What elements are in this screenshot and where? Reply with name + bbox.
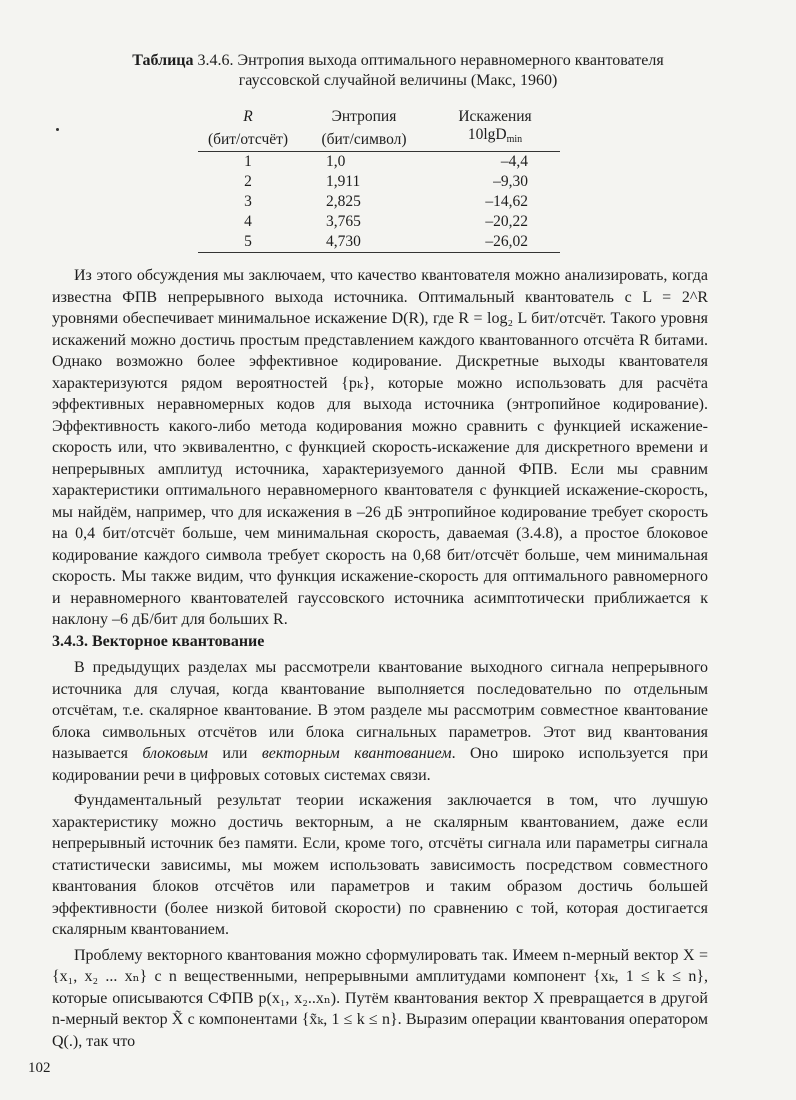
table-row xyxy=(198,172,560,192)
table-row xyxy=(198,212,560,232)
entropy-table xyxy=(198,106,560,253)
cell-r: 3 xyxy=(244,193,252,210)
cell-distortion: –26,02 xyxy=(430,232,560,253)
caption-title-line2: гауссовской случайной величины (Макс, 1960) xyxy=(238,72,558,89)
table-row xyxy=(198,192,560,212)
table-row xyxy=(198,232,560,253)
table-caption xyxy=(50,51,746,91)
cell-entropy: 2,825 xyxy=(326,193,361,210)
cell-entropy: 1,0 xyxy=(326,153,346,170)
text-block-upper xyxy=(52,265,708,631)
paragraph-vector-intro: В предыдущих разделах мы рассмотрели квантование выходного сигнала непрерывного источника для случая, когда квантование выполняется последовательно по отдельным отсчётам, т.е. скалярное квантование. В этом разделе мы рассмотрим совместное квантование блока символьных отсчётов или блока сигнальных параметров. Этот вид квантования называется блоковым или векторным квантованием. Оно широко используется при кодировании речи в цифровых сотовых системах связи. xyxy=(52,659,708,784)
cell-r: 4 xyxy=(244,213,252,230)
scan-speck xyxy=(56,128,59,131)
header-distortion: Искажения xyxy=(458,108,532,125)
cell-distortion: –20,22 xyxy=(485,213,528,230)
caption-label: Таблица xyxy=(132,52,194,69)
header-r-unit: (бит/отсчёт) xyxy=(198,126,298,152)
cell-r: 1 xyxy=(244,153,252,170)
section-heading: 3.4.3. Векторное квантование xyxy=(52,633,265,650)
header-entropy: Энтропия xyxy=(331,108,397,125)
cell-entropy: 4,730 xyxy=(298,232,430,253)
paragraph-fundamental: Фундаментальный результат теории искажения заключается в том, что лучшую характеристику можно достичь векторным, а не скалярным квантованием, даже если непрерывный источник без памяти. Если, кроме того, отсчёты сигнала или параметры сигнала статистически зависимы, мы можем использовать зависимость посредством совместного квантования блоков отсчётов или параметров и таким образом достичь большей эффективности (более низкой битовой скорости) по сравнению с той, которая достигается скалярным квантованием. xyxy=(52,792,708,938)
cell-distortion: –14,62 xyxy=(485,193,528,210)
caption-number: 3.4.6. xyxy=(197,52,234,69)
caption-title-line1: Энтропия выхода оптимального неравномерного квантователя xyxy=(237,52,664,69)
cell-distortion: –4,4 xyxy=(500,153,528,170)
header-entropy-unit: (бит/символ) xyxy=(298,126,430,152)
caption-line-1 xyxy=(50,51,746,71)
header-r-symbol: R xyxy=(243,108,253,125)
text-block-lower xyxy=(52,657,708,1052)
page-number: 102 xyxy=(28,1060,51,1076)
cell-entropy: 3,765 xyxy=(326,213,361,230)
cell-r: 2 xyxy=(244,173,252,190)
cell-entropy: 1,911 xyxy=(326,173,361,190)
paragraph-problem: Проблему векторного квантования можно сформулировать так. Имеем n-мерный вектор X = {x₁, x₂ ... xₙ} с n вещественными, непрерывными амплитудами компонент {xₖ, 1 ≤ k ≤ n}, которые описываются СФПВ p(x₁, x₂..xₙ). Путём квантования вектор X превращается в другой n-мерный вектор X̃ с компонентами {x̃ₖ, 1 ≤ k ≤ n}. Выразим операции квантования оператором Q(.), так что xyxy=(52,946,708,1050)
cell-r: 5 xyxy=(198,232,298,253)
table-row xyxy=(198,152,560,173)
paragraph-conclusion: Из этого обсуждения мы заключаем, что качество квантователя можно анализировать, когда известна ФПВ непрерывного выхода источника. Оптимальный квантователь с L = 2^R уровнями обеспечивает минимальное искажение D(R), где R = log₂ L бит/отсчёт. Такого уровня искажений можно достичь простым представлением каждого квантованного отсчёта R битами. Однако возможно более эффективное кодирование. Дискретные выходы квантователя характеризуются рядом вероятностей {pₖ}, которые можно использовать для расчёта эффективных неравномерных кодов для выхода источника (энтропийное кодирование). Эффективность какого-либо метода кодирования можно сравнить с функцией искажение-скорость или, что эквивалентно, с функцией скорость-искажение для дискретного времени и непрерывных амплитуд источника, характеризуемого данной ФПВ. Если мы сравним характеристики оптимального неравномерного квантователя с функцией искажение-скорость, мы найдём, например, что для искажения в –26 дБ энтропийное кодирование требует скорость на 0,4 бит/отсчёт больше, чем минимальная скорость, даваемая (3.4.8), а простое блоковое кодирование каждого символа требует скорость на 0,68 бит/отсчёт больше, чем минимальная скорость. Мы также видим, что функция искажение-скорость для оптимального равномерного и неравномерного квантователей гауссовского источника асимптотически приближается к наклону –6 дБ/бит для больших R. xyxy=(52,267,708,628)
header-distortion-unit: 10lgD$_{min}$ xyxy=(430,126,560,152)
cell-distortion: –9,30 xyxy=(493,173,528,190)
